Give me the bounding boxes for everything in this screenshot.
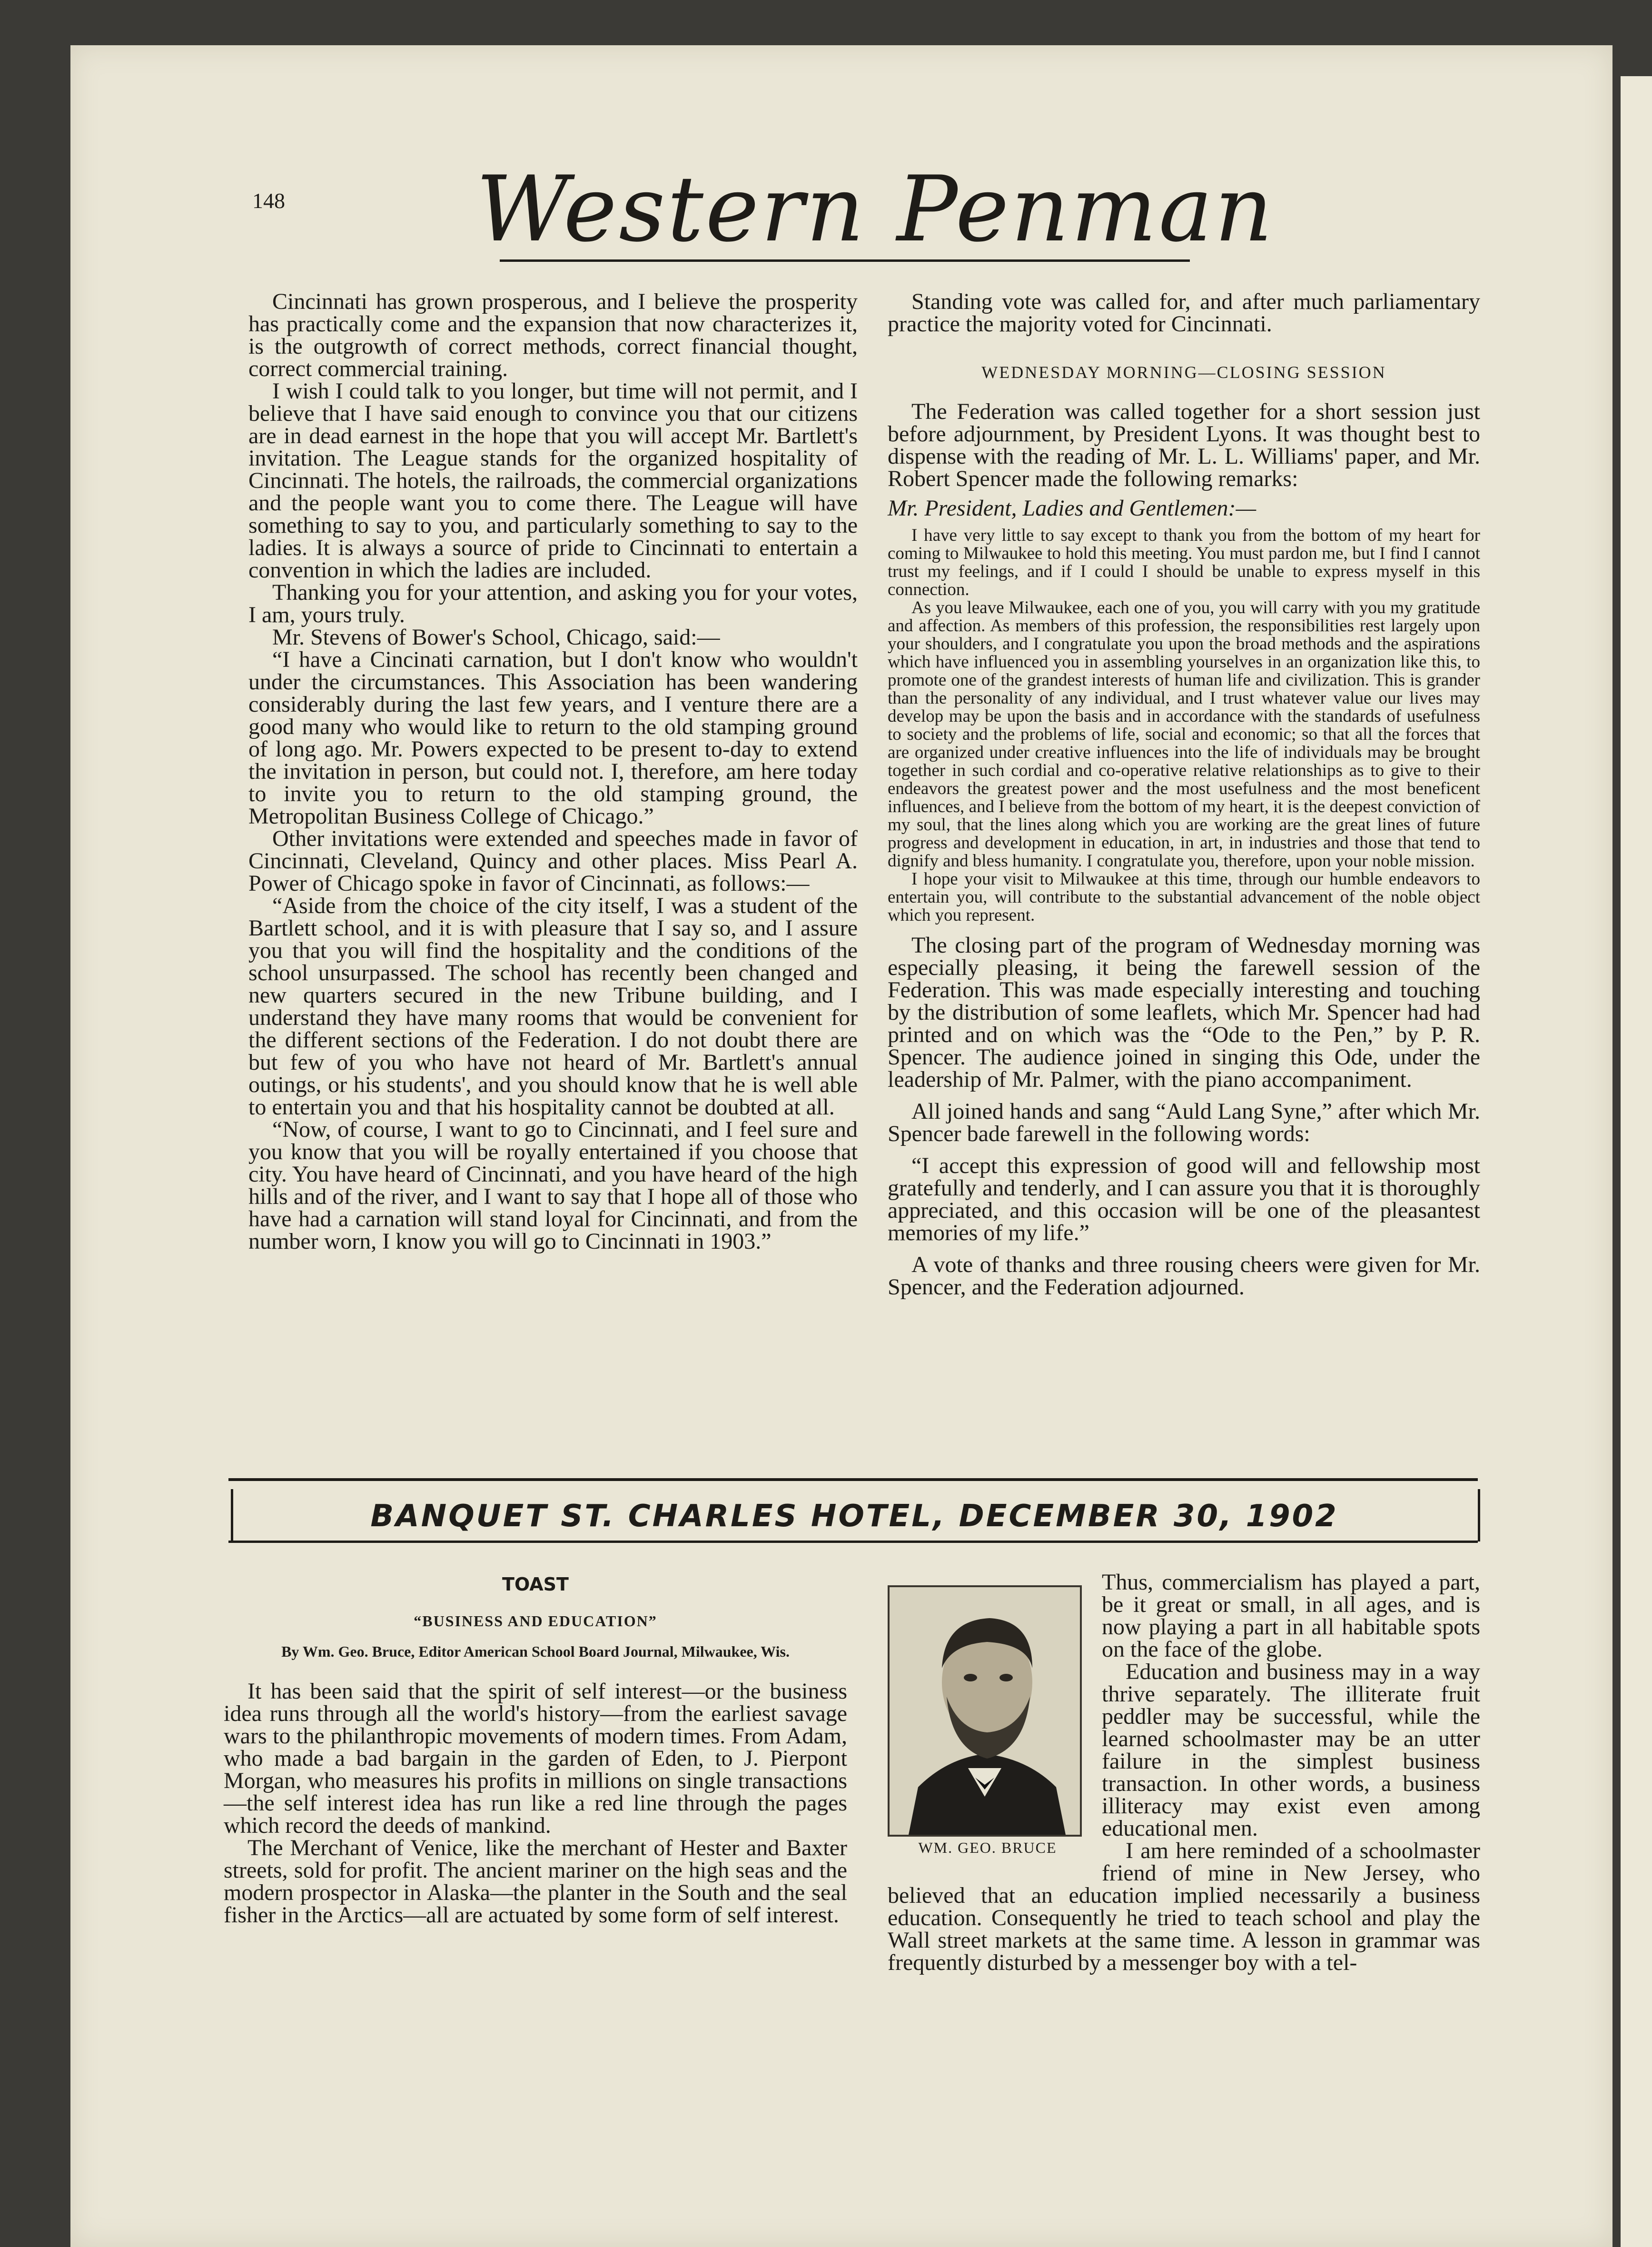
right-column-bottom — [888, 1571, 1480, 1974]
paragraph: “I have a Cincinati carnation, but I don't know who wouldn't under the circumstances. This Association has been wandering considerably during the last few years, and I venture there are a good many who would like to return to the old stamping ground of long ago. Mr. Powers expected to be present to-day to extend the invitation in person, but could not. I, therefore, am here today to invite you to return to the old stamping ground, the Metropolitan Business College of Chicago.” — [248, 647, 858, 829]
paragraph: I have very little to say except to thank you from the bottom of my heart for coming to Milwaukee to hold this meeting. You must pardon me, but I find I cannot trust my feelings, and if I could I should be unable to express myself in this connection. — [888, 526, 1480, 599]
toast-subtitle: “BUSINESS AND EDUCATION” — [414, 1612, 657, 1630]
portrait-photo — [888, 1585, 1082, 1837]
paragraph: The Federation was called together for a short session just before adjournment, by President Lyons. It was thought best to dispense with the reading of Mr. L. L. Williams' paper, and Mr. Robert Spencer made the following remarks: — [888, 399, 1480, 491]
page-number: 148 — [252, 189, 285, 213]
paragraph: Other invitations were extended and speeches made in favor of Cincinnati, Cleveland, Quincy and other places. Miss Pearl A. Power of Chicago spoke in favor of Cincinnati, as follows:— — [248, 826, 858, 896]
paragraph: The Merchant of Venice, like the merchant of Hester and Baxter streets, sold for profit. The ancient mariner on the high seas and the modern prospector in Alaska—the planter in the South and the seal fisher in the Arctics—all are actuated by some form of self interest. — [224, 1835, 847, 1928]
paragraph: I am here reminded of a schoolmaster friend of mine in New Jersey, who believed that an education implied necessarily a business education. Consequently he tried to teach school and play the Wall street markets at the same time. A lesson in grammar was frequently disturbed by a messenger boy with a tel- — [888, 1838, 1480, 1975]
paragraph: Mr. Stevens of Bower's School, Chicago, said:— — [272, 625, 720, 650]
masthead-logo: Western Penman — [476, 157, 1275, 262]
paragraph: “I accept this expression of good will and fellowship most gratefully and tenderly, and I can assure you that it is thoroughly appreciated, and this occasion will be one of the pleasantest memories of my life.” — [888, 1153, 1480, 1245]
paragraph: It has been said that the spirit of self interest—or the business idea runs through all the world's history—from the earliest savage wars to the philanthropic movements of modern times. From Adam, who made a bad bargain in the garden of Eden, to J. Pierpont Morgan, who measures his profits in millions on single transactions—the self interest idea has run like a red line through the pages which record the deeds of mankind. — [224, 1679, 847, 1838]
paragraph: The closing part of the program of Wednesday morning was especially pleasing, it being the farewell session of the Federation. This was made especially interesting and touching by the distribution of some leaflets, which Mr. Spencer had had printed and on which was the “Ode to the Pen,” by P. R. Spencer. The audience joined in singing this Ode, under the leadership of Mr. Palmer, with the piano accompaniment. — [888, 933, 1480, 1092]
paragraph: Thanking you for your attention, and asking you for your votes, I am, yours truly. — [248, 580, 858, 627]
salutation: Mr. President, Ladies and Gentlemen:— — [888, 496, 1256, 521]
paragraph: “Aside from the choice of the city itself, I was a student of the Bartlett school, and it is with pleasure that I say so, and I assure you that you will find the hospitality and the conditions of the school unsurpassed. The school has recently been changed and new quarters secured in the new Tribune building, and I understand they have many rooms that would be convenient for the different sections of the Federation. I do not doubt there are but few of you who have not heard of Mr. Bartlett's annual outings, or his students', and you should know that he is well able to entertain you and that his hospitality cannot be doubted at all. — [248, 893, 858, 1120]
toast-title: TOAST — [502, 1574, 569, 1595]
paragraph: As you leave Milwaukee, each one of you, you will carry with you my gratitude and affection. As members of this profession, the responsibilities rest largely upon your shoulders, and I congratulate you upon the broad methods and the aspirations which have influenced you in assembling yourselves in an organization like this, to promote one of the grandest interests of human life and civilization. This is grander than the personality of any individual, and I trust whatever value our lives may develop may be upon the basis and in accordance with the standards of usefulness to society and the problems of life, social and economic; so that all the forces that are organized under creative influences into the life of individuals may be brought together in such cordial and co-operative relative relationships as to give to their endeavors the greatest power and the most usefulness and the most beneficent influences, and I believe from the bottom of my heart, it is the deepest conviction of my soul, that the lines along which you are working are the great lines of future progress and development in education, in art, in industries and those that tend to dignify and bless humanity. I congratulate you, therefore, upon your noble mission. — [888, 598, 1480, 871]
paragraph: Thus, commercialism has played a part, be it great or small, in all ages, and is now playing a part in all habitable spots on the face of the globe. — [1102, 1570, 1480, 1662]
speech-small-print — [888, 527, 1480, 925]
toast-byline: By Wm. Geo. Bruce, Editor American School Board Journal, Milwaukee, Wis. — [281, 1643, 790, 1660]
paragraph: All joined hands and sang “Auld Lang Syne,” after which Mr. Spencer bade farewell in the following words: — [888, 1099, 1480, 1146]
portrait-illustration — [890, 1587, 1080, 1835]
masthead-underline — [500, 259, 1190, 267]
left-column-bottom — [224, 1573, 847, 1926]
banner-title: BANQUET ST. CHARLES HOTEL, DECEMBER 30, 1902 — [370, 1499, 1338, 1534]
paragraph: Education and business may in a way thrive separately. The illiterate fruit peddler may be successful, while the learned schoolmaster may be an utter failure in the simplest business transaction. In other words, a business illiteracy may exist even among educational men. — [1102, 1659, 1480, 1841]
paragraph: Standing vote was called for, and after much parliamentary practice the majority voted for Cincinnati. — [888, 289, 1480, 337]
left-column-top — [248, 290, 858, 1253]
paragraph: A vote of thanks and three rousing cheers were given for Mr. Spencer, and the Federation adjourned. — [888, 1252, 1480, 1300]
paragraph: “Now, of course, I want to go to Cincinnati, and I feel sure and you know that you will be royally entertained if you choose that city. You have heard of Cincinnati, and you have heard of the high hills and of the river, and I want to say that I hope all of those who have had a carnation will stand loyal for Cincinnati, and from the number worn, I know you will go to Cincinnati in 1903.” — [248, 1117, 858, 1254]
paragraph: I wish I could talk to you longer, but time will not permit, and I believe that I have said enough to convince you that our citizens are in dead earnest in the hope that you will accept Mr. Bartlett's invitation. The League stands for the organized hospitality of Cincinnati. The hotels, the railroads, the commercial organizations and the people want you to come there. The League will have something to say to you, and particularly something to say to the ladies. It is always a source of pride to Cincinnati to entertain a convention in which the ladies are included. — [248, 378, 858, 583]
portrait-caption: WM. GEO. BRUCE — [918, 1839, 1057, 1856]
portrait-figure — [888, 1585, 1088, 1859]
section-heading: WEDNESDAY MORNING—CLOSING SESSION — [981, 363, 1386, 382]
paragraph: Cincinnati has grown prosperous, and I believe the prosperity has practically come and the expansion that now characterizes it, is the outgrowth of correct methods, correct financial thought, correct commercial training. — [248, 289, 858, 381]
paragraph: I hope your visit to Milwaukee at this time, through our humble endeavors to entertain you, will contribute to the substantial advancement of the noble object which you represent. — [888, 869, 1480, 925]
adjacent-page-edge — [1621, 76, 1652, 2247]
right-column-top — [888, 290, 1480, 1298]
